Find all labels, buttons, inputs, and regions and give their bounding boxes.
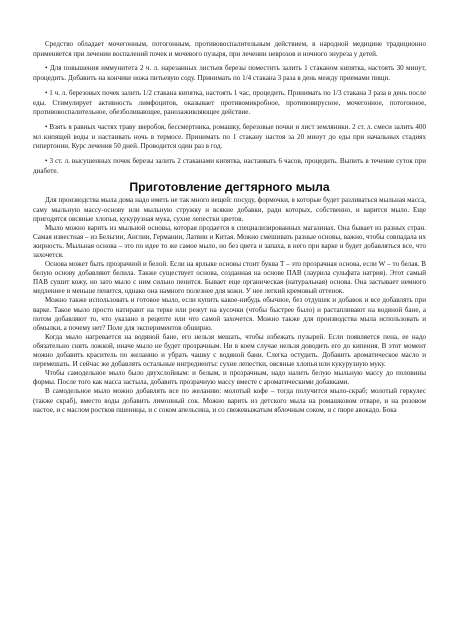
body-paragraph: Мыло можно варить из мыльной основы, которая продается в специализированных магазинах. Она бывает из разных стран. Самая известная – из Бельгии, Англии, Германии, Латвии и Китая. Можно смешивать разные основы, важно, чтобы совпадала их жирность. Мыльная основа – это по идее то же самое мыло, но без цвета и запаха, в него при варке и будет добавляться все, что захочется.	[33, 223, 426, 259]
body-paragraph: Можно также использовать и готовое мыло, если купить какое-нибудь обычное, без отдушек и добавок и все добавлять при варке. Такое мыло просто натирают на терке или режут на кусочки (чтобы быстрее было) и растапливают на водяной бане, а потом добавляют то, что указано в рецепте или что самой захочется. Можно также для производства мыла использовать и обмылки, а почему нет? Поле для экспериментов обширно.	[33, 296, 426, 332]
body-paragraph: Для производства мыла дома надо иметь не так много вещей: посуду, формочки, в которые будет разливаться мыльная масса, саму мыльную массу-основу или мыльную стружку и всякие добавки, ради которых, собственно, и варится мыло. Еще пригодятся овсяные хлопья, кукурузная мука, сухие лепестки цветов.	[33, 196, 426, 223]
soap-section	[33, 196, 426, 414]
body-paragraph: Когда мыло нагревается на водяной бане, его нельзя мешать, чтобы избежать пузырей. Если появляется пена, ее надо обязательно снять ложкой, иначе мыло не будет прозрачным. Ни в коем случае нельзя доводить его до кипения. В этот момент можно добавить краситель по желанию и убрать чашку с водяной бани. Слегка остудить. Добавить ароматическое масло и перемешать. И сейчас же добавлять остальные ингредиенты: сухие лепестки, овсяные хлопья или кукурузную муку.	[33, 332, 426, 369]
section-title: Приготовление дегтярного мыла	[129, 180, 330, 195]
intro-paragraph: Средство обладает мочегонным, потогонным, противовоспалительным действием, в народной медицине традиционно применяется при лечении воспалений почек и мочевого пузыря, при лечении неврозов и ночного энуреза у детей.	[33, 40, 426, 58]
body-paragraph: Основа может быть прозрачной и белой. Если на ярлыке основы стоит буква T – это прозрачная основа, если W – то белая. В белую основу добавляют белила. Также существует основа, созданная на основе ПАВ (лаурила сульфата натрия). Этот самый ПАВ сушит кожу, но зато мыло с ним сильно пенится. Бывает еще органическая (натуральная) основа. Она застывает немного медленнее и меньше пенится, однако она намного полезнее для кожи. У нее легкий кремовый оттенок.	[33, 260, 426, 296]
remedy-item: • Взять в равных частях траву зверобоя, бессмертника, ромашку, березовые почки и лист земляники. 2 ст. л. смеси залить 400 мл кипящей воды и настаивать ночь в термосе. Принимать по 1 стакану настоя за 20 минут до еды при начальных стадиях гипертонии. Курс лечения 50 дней. Проводится один раз в год.	[33, 122, 426, 151]
remedies-section	[33, 40, 426, 176]
body-paragraph: Чтобы самодельное мыло было двухслойным: и белым, и прозрачным, надо налить белую мыльную массу до половины формы. После того как масса застыла, добавить прозрачную массу вместе с ароматическими добавками.	[33, 369, 426, 387]
remedy-item: • 3 ст. л. высушенных почек березы залить 2 стаканами кипятка, настаивать 6 часов, процедить. Выпить в течение суток при диабете.	[33, 157, 426, 175]
remedy-item: • Для повышения иммунитета 2 ч. л. нарезанных листьев березы поместить залить 1 стаканом кипятка, настоять 30 минут, процедить. Добавить на кончике ножа питьевую соду. Принимать по 1/4 стакана 3 раза в день между приемами пищи.	[33, 64, 426, 83]
body-paragraph: В самодельное мыло можно добавлять все по желанию: молотый кофе – тогда получится мыло-скраб; молотый геркулес (также скраб), вместо воды добавить лимонный сок. Можно варить из детского мыла на ромашковом отваре, и на розовом настое, и с маслом ростков пшеницы, и с соком апельсина, и со свежевыжатым яблочным соком, и с пюре авокадо. Бока	[33, 387, 426, 414]
remedy-item: • 1 ч. л. березовых почек залить 1/2 стакана кипятка, настоять 1 час, процедить. Принимать по 1/3 стакана 3 раза в день после еды. Стимулирует активность лимфоцитов, оказывает противомикробное, противовирусное, мочегонное, потогонное, противовоспалительное, обезболивающее, ранозаживляющее действие.	[33, 88, 426, 117]
